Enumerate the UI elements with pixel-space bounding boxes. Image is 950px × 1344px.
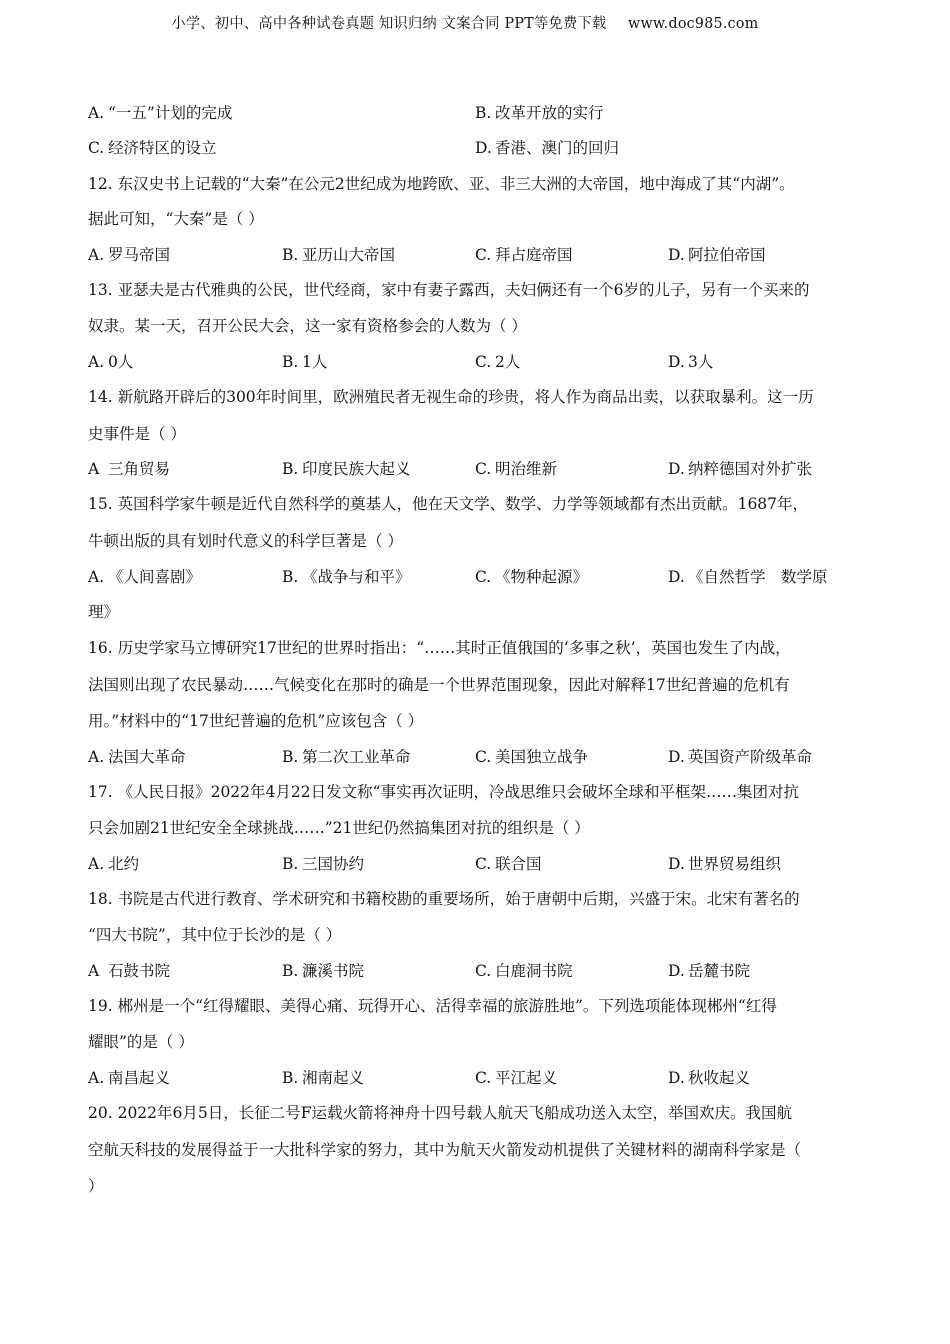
q17-option-d: D. 世界贸易组织 — [668, 855, 782, 873]
q19-option-c: C. 平江起义 — [475, 1069, 558, 1087]
q20-stem-line: ） — [88, 1177, 104, 1195]
q15-stem-line: 15. 英国科学家牛顿是近代自然科学的奠基人，他在天文学、数学、力学等领域都有杰出贡献。1687年， — [88, 495, 809, 513]
q15-option-d-wrap: 理》 — [88, 603, 120, 621]
q19-stem-line: 19. 郴州是一个“红得耀眼、美得心痛、玩得开心、活得幸福的旅游胜地”。下列选项能体现郴州“红得 — [88, 997, 777, 1015]
q13-option-d: D. 3人 — [668, 353, 714, 371]
q16-option-a: A. 法国大革命 — [88, 748, 186, 766]
q19-option-d: D. 秋收起义 — [668, 1069, 751, 1087]
q18-option-c: C. 白鹿洞书院 — [475, 962, 573, 980]
q11-option-b: B. 改革开放的实行 — [475, 104, 604, 122]
q15-stem-line: 牛顿出版的具有划时代意义的科学巨著是（ ） — [88, 532, 403, 550]
q11-option-d: D. 香港、澳门的回归 — [475, 139, 620, 157]
q15-option-c: C. 《物种起源》 — [475, 568, 589, 586]
q14-option-b: B. 印度民族大起义 — [282, 460, 411, 478]
page-header — [0, 12, 930, 33]
q16-stem-line: 16. 历史学家马立博研究17世纪的世界时指出：“……其时正值俄国的‘多事之秋’，英国也发生了内战， — [88, 639, 791, 657]
header-title: 小学、初中、高中各种试卷真题 知识归纳 文案合同 PPT等免费下载 — [171, 16, 607, 32]
q12-option-d: D. 阿拉伯帝国 — [668, 246, 766, 264]
q16-option-b: B. 第二次工业革命 — [282, 748, 411, 766]
q13-stem-line: 奴隶。某一天，召开公民大会，这一家有资格参会的人数为（ ） — [88, 317, 527, 335]
q14-option-d: D. 纳粹德国对外扩张 — [668, 460, 813, 478]
q15-option-d: D. 《自然哲学 数学原 — [668, 568, 828, 586]
q16-stem-line: 法国则出现了农民暴动……气候变化在那时的确是一个世界范围现象，因此对解释17世纪普遍的危机有 — [88, 676, 790, 694]
q18-stem-line: 18. 书院是古代进行教育、学术研究和书籍校勘的重要场所，始于唐朝中后期，兴盛于宋。北宋有著名的 — [88, 890, 800, 908]
q18-option-a: A 石鼓书院 — [88, 962, 171, 980]
q13-option-b: B. 1人 — [282, 353, 328, 371]
q16-option-d: D. 英国资产阶级革命 — [668, 748, 813, 766]
q15-option-b: B. 《战争与和平》 — [282, 568, 411, 586]
q13-option-a: A. 0人 — [88, 353, 134, 371]
q17-option-c: C. 联合国 — [475, 855, 542, 873]
q17-stem-line: 只会加剧21世纪安全全球挑战……”21世纪仍然搞集团对抗的组织是（ ） — [88, 819, 590, 837]
q19-stem-line: 耀眼”的是（ ） — [88, 1033, 194, 1051]
q19-option-a: A. 南昌起义 — [88, 1069, 171, 1087]
q17-stem-line: 17. 《人民日报》2022年4月22日发文称“事实再次证明，冷战思维只会破坏全球和平框架……集团对抗 — [88, 783, 800, 801]
q14-option-c: C. 明治维新 — [475, 460, 558, 478]
q12-option-b: B. 亚历山大帝国 — [282, 246, 396, 264]
q18-option-d: D. 岳麓书院 — [668, 962, 751, 980]
q12-stem-line: 据此可知，“大秦”是（ ） — [88, 210, 264, 228]
q12-option-c: C. 拜占庭帝国 — [475, 246, 573, 264]
q20-stem-line: 空航天科技的发展得益于一大批科学家的努力，其中为航天火箭发动机提供了关键材料的湖南科学家是（ — [88, 1141, 802, 1159]
q20-stem-line: 20. 2022年6月5日，长征二号F运载火箭将神舟十四号载人航天飞船成功送入太空，举国欢庆。我国航 — [88, 1104, 793, 1122]
q17-option-b: B. 三国协约 — [282, 855, 365, 873]
q14-stem-line: 14. 新航路开辟后的300年时间里，欧洲殖民者无视生命的珍贵，将人作为商品出卖，以获取暴利。这一历 — [88, 388, 814, 406]
q13-stem-line: 13. 亚瑟夫是古代雅典的公民，世代经商，家中有妻子露西，夫妇俩还有一个6岁的儿子，另有一个买来的 — [88, 281, 810, 299]
q18-option-b: B. 濂溪书院 — [282, 962, 365, 980]
q14-option-a: A 三角贸易 — [88, 460, 171, 478]
q19-option-b: B. 湘南起义 — [282, 1069, 365, 1087]
q12-option-a: A. 罗马帝国 — [88, 246, 171, 264]
q12-stem-line: 12. 东汉史书上记载的“大秦”在公元2世纪成为地跨欧、亚、非三大洲的大帝国，地中海成了其“内湖”。 — [88, 175, 795, 193]
header-url[interactable]: www.doc985.com — [627, 16, 759, 32]
q11-option-c: C. 经济特区的设立 — [88, 139, 217, 157]
q16-stem-line: 用。”材料中的“17世纪普遍的危机”应该包含（ ） — [88, 712, 424, 730]
q11-option-a: A. “一五”计划的完成 — [88, 104, 233, 122]
q15-option-a: A. 《人间喜剧》 — [88, 568, 202, 586]
q16-option-c: C. 美国独立战争 — [475, 748, 589, 766]
q13-option-c: C. 2人 — [475, 353, 521, 371]
q14-stem-line: 史事件是（ ） — [88, 425, 186, 443]
q17-option-a: A. 北约 — [88, 855, 140, 873]
q18-stem-line: “四大书院”，其中位于长沙的是（ ） — [88, 926, 342, 944]
